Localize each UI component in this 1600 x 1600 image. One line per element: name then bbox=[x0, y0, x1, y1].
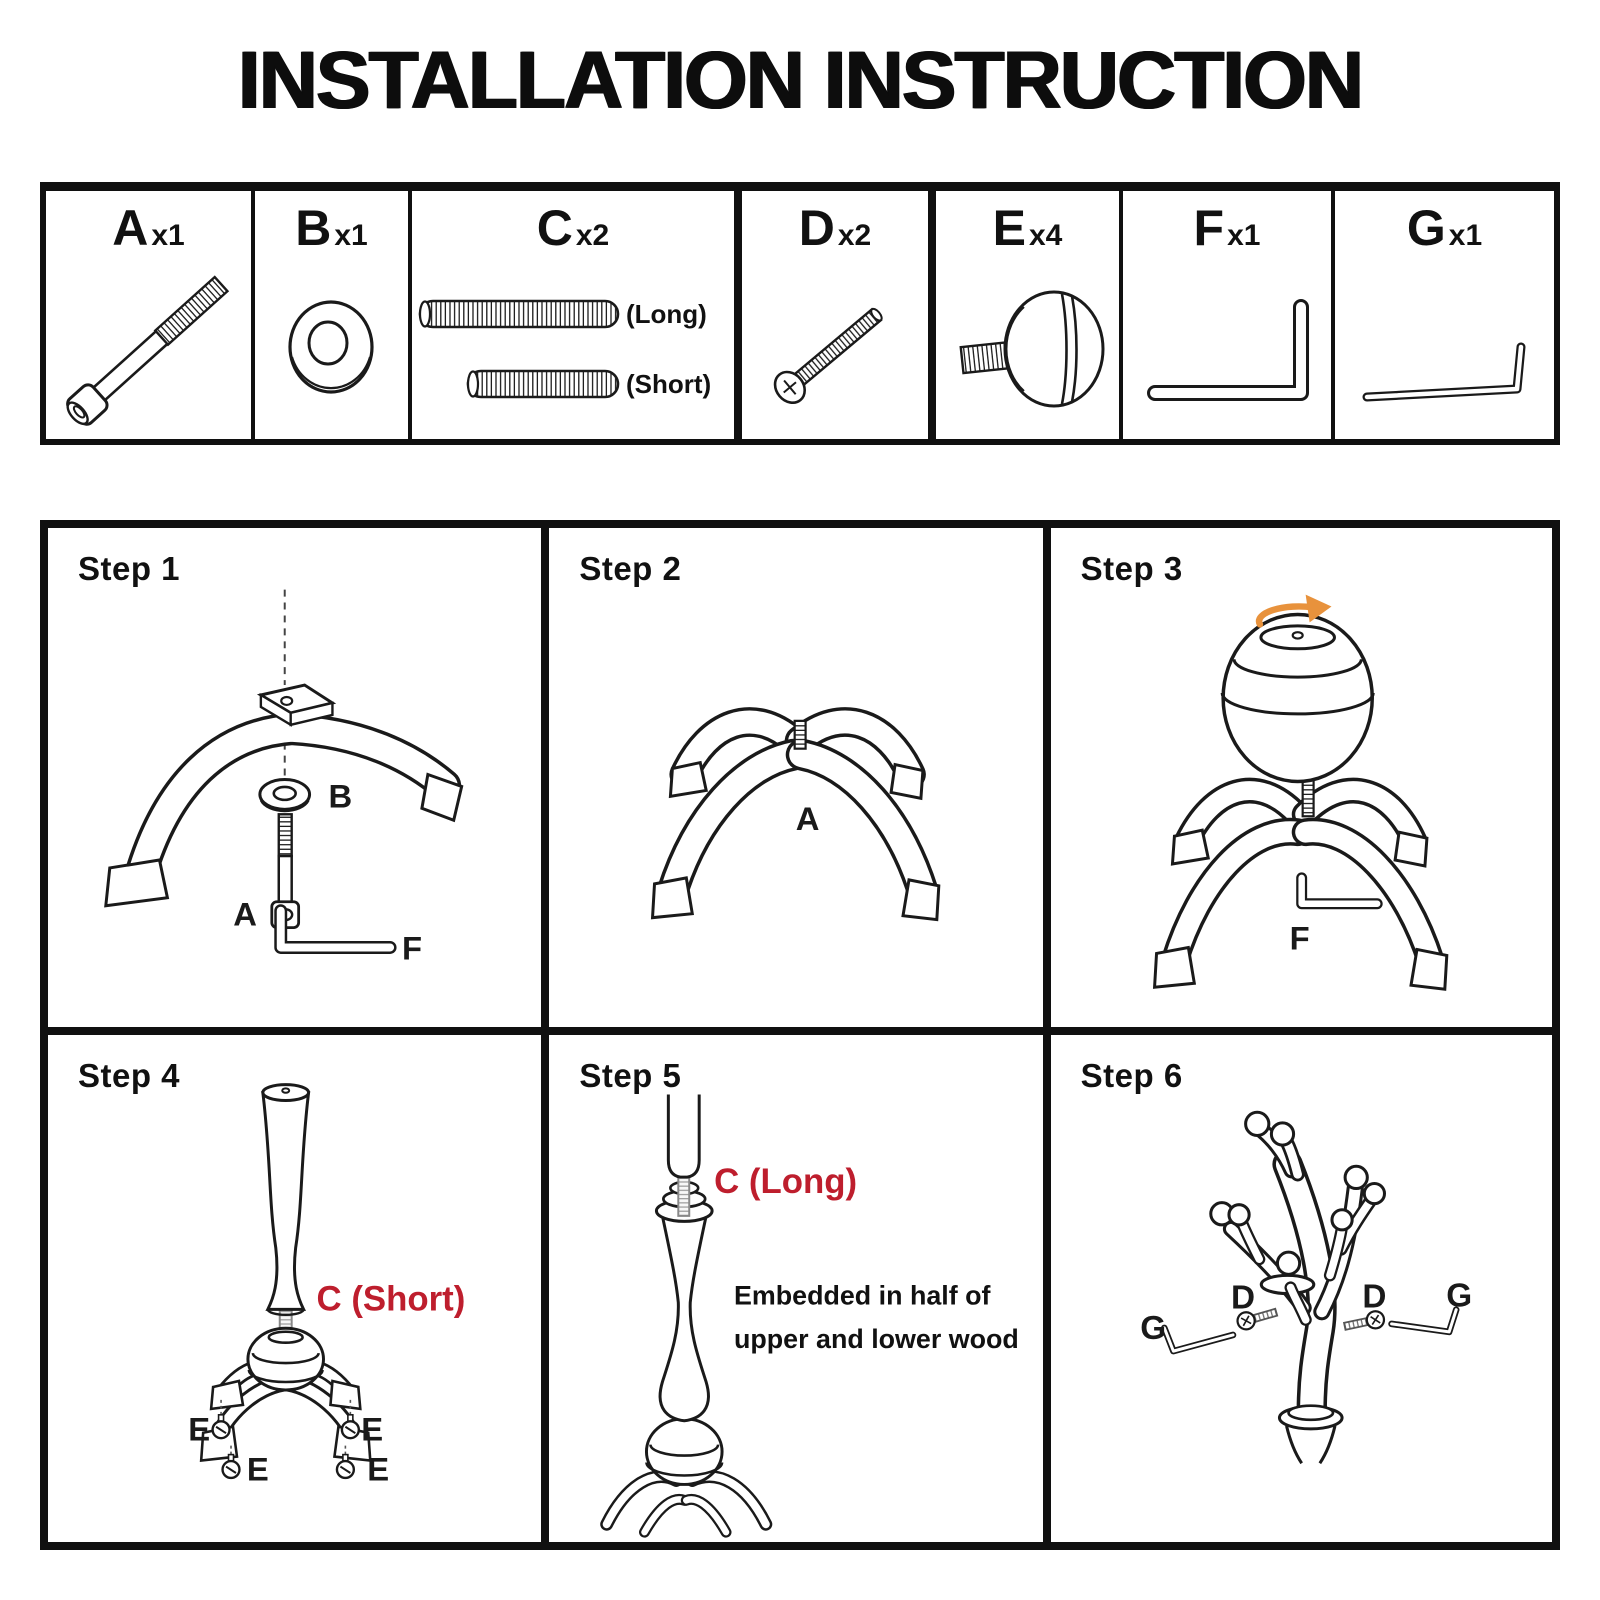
part-qty: x1 bbox=[151, 219, 185, 252]
part-header-b bbox=[295, 191, 367, 257]
step-6-title: Step 6 bbox=[1080, 1057, 1183, 1094]
part-header-c bbox=[537, 191, 609, 259]
trunk-taper bbox=[1286, 1426, 1334, 1463]
part-letter: C bbox=[536, 200, 573, 256]
step-3-title: Step 3 bbox=[1080, 550, 1183, 587]
lower-column bbox=[263, 1085, 309, 1315]
hook-ball bbox=[1364, 1183, 1384, 1203]
hook-ball bbox=[1345, 1166, 1367, 1188]
rod-short-label: (Short) bbox=[626, 369, 712, 399]
part-cell-d bbox=[742, 191, 936, 439]
part-qty: x2 bbox=[575, 219, 610, 252]
phillips-screw-icon bbox=[742, 257, 928, 439]
part-qty: x4 bbox=[1028, 219, 1063, 252]
hook-ball bbox=[1332, 1210, 1352, 1230]
highlight-c-long: C (Long) bbox=[714, 1162, 858, 1202]
small-hex-key-icon bbox=[1337, 257, 1552, 439]
leg-foot bbox=[1172, 830, 1208, 864]
hook-ball bbox=[1245, 1112, 1268, 1135]
callout-d: D bbox=[1230, 1279, 1255, 1317]
note-line-2: upper and lower wood bbox=[734, 1324, 1020, 1355]
part-qty: x1 bbox=[1448, 219, 1483, 252]
bolt-hole bbox=[281, 697, 292, 705]
part-qty: x2 bbox=[837, 219, 872, 252]
bolt-a-stud bbox=[1302, 778, 1313, 816]
part-header-d bbox=[799, 191, 871, 257]
part-header-f bbox=[1194, 191, 1261, 257]
thumb-screw-icon bbox=[936, 257, 1119, 439]
leg-foot bbox=[1154, 947, 1194, 987]
wood-ball bbox=[1222, 614, 1373, 781]
hex-key-f bbox=[1301, 878, 1377, 904]
callout-e: E bbox=[367, 1450, 390, 1488]
leg-foot bbox=[330, 1381, 360, 1409]
leg-foot bbox=[106, 860, 168, 906]
step-4-diagram bbox=[48, 1035, 541, 1542]
part-letter: A bbox=[112, 200, 149, 256]
step-5-panel bbox=[549, 1035, 1050, 1542]
step-3-diagram bbox=[1051, 528, 1552, 1027]
hex-key-icon bbox=[1123, 257, 1331, 439]
step-1-diagram bbox=[48, 528, 541, 1027]
part-header-g bbox=[1407, 191, 1482, 257]
highlight-c-short: C (Short) bbox=[316, 1279, 466, 1319]
callout-d: D bbox=[1362, 1278, 1387, 1316]
step-2-panel bbox=[549, 528, 1050, 1035]
callout-g: G bbox=[1139, 1309, 1166, 1347]
part-qty: x1 bbox=[1227, 219, 1261, 252]
hex-socket-bolt-icon bbox=[49, 257, 249, 439]
hook-ball bbox=[1277, 1252, 1299, 1274]
step-5-diagram bbox=[549, 1035, 1042, 1542]
page-title: INSTALLATION INSTRUCTION bbox=[237, 35, 1363, 126]
part-letter: G bbox=[1406, 200, 1446, 256]
washer-icon bbox=[255, 257, 408, 439]
step-6-diagram bbox=[1051, 1035, 1552, 1542]
part-cell-b bbox=[255, 191, 412, 439]
callout-e: E bbox=[188, 1410, 211, 1448]
callout-a: A bbox=[233, 895, 257, 933]
rod-long-label: (Long) bbox=[626, 299, 707, 329]
step-4-panel bbox=[48, 1035, 549, 1542]
step-5-title: Step 5 bbox=[579, 1057, 682, 1094]
wood-ball bbox=[248, 1328, 324, 1390]
step-4-title: Step 4 bbox=[78, 1057, 181, 1094]
part-letter: D bbox=[798, 200, 835, 256]
part-letter: F bbox=[1193, 200, 1225, 256]
part-letter: E bbox=[992, 200, 1026, 256]
part-header-e bbox=[993, 191, 1063, 257]
callout-e: E bbox=[361, 1410, 384, 1448]
part-cell-f bbox=[1123, 191, 1335, 439]
threaded-rod-icon bbox=[412, 259, 734, 439]
leg-foot bbox=[903, 880, 939, 920]
part-qty: x1 bbox=[334, 219, 368, 252]
part-cell-a bbox=[46, 191, 255, 439]
hook-ball bbox=[1229, 1205, 1249, 1225]
part-cell-e bbox=[936, 191, 1123, 439]
part-letter: B bbox=[295, 200, 332, 256]
washer-b bbox=[260, 779, 310, 811]
steps-grid bbox=[40, 520, 1560, 1550]
step-1-title: Step 1 bbox=[78, 550, 181, 587]
upper-column-tip bbox=[669, 1095, 700, 1178]
callout-a: A bbox=[796, 800, 820, 838]
leg-foot bbox=[891, 765, 923, 799]
step-2-title: Step 2 bbox=[579, 550, 682, 587]
leg-foot bbox=[671, 763, 707, 797]
wood-ball bbox=[647, 1419, 723, 1485]
bolt-a-stud bbox=[795, 721, 806, 749]
leg-foot bbox=[211, 1381, 243, 1409]
callout-e: E bbox=[246, 1450, 269, 1488]
callout-f: F bbox=[1289, 919, 1310, 957]
leg-foot bbox=[1395, 832, 1427, 866]
step-2-diagram bbox=[549, 528, 1042, 1027]
part-header-a bbox=[112, 191, 184, 257]
leg-foot bbox=[653, 878, 693, 918]
step-1-panel bbox=[48, 528, 549, 1035]
leg-foot bbox=[1411, 949, 1447, 989]
step-6-panel bbox=[1051, 1035, 1552, 1542]
small-hex-key-g-left bbox=[1164, 1328, 1233, 1351]
parts-table bbox=[40, 182, 1560, 445]
callout-g: G bbox=[1445, 1277, 1472, 1315]
part-cell-c bbox=[412, 191, 742, 439]
part-cell-g bbox=[1335, 191, 1554, 439]
hook-ball bbox=[1271, 1123, 1293, 1145]
callout-f: F bbox=[402, 929, 423, 967]
step-3-panel bbox=[1051, 528, 1552, 1035]
note-line-1: Embedded in half of bbox=[734, 1280, 991, 1311]
callout-b: B bbox=[328, 777, 353, 815]
lower-column bbox=[660, 1216, 708, 1421]
